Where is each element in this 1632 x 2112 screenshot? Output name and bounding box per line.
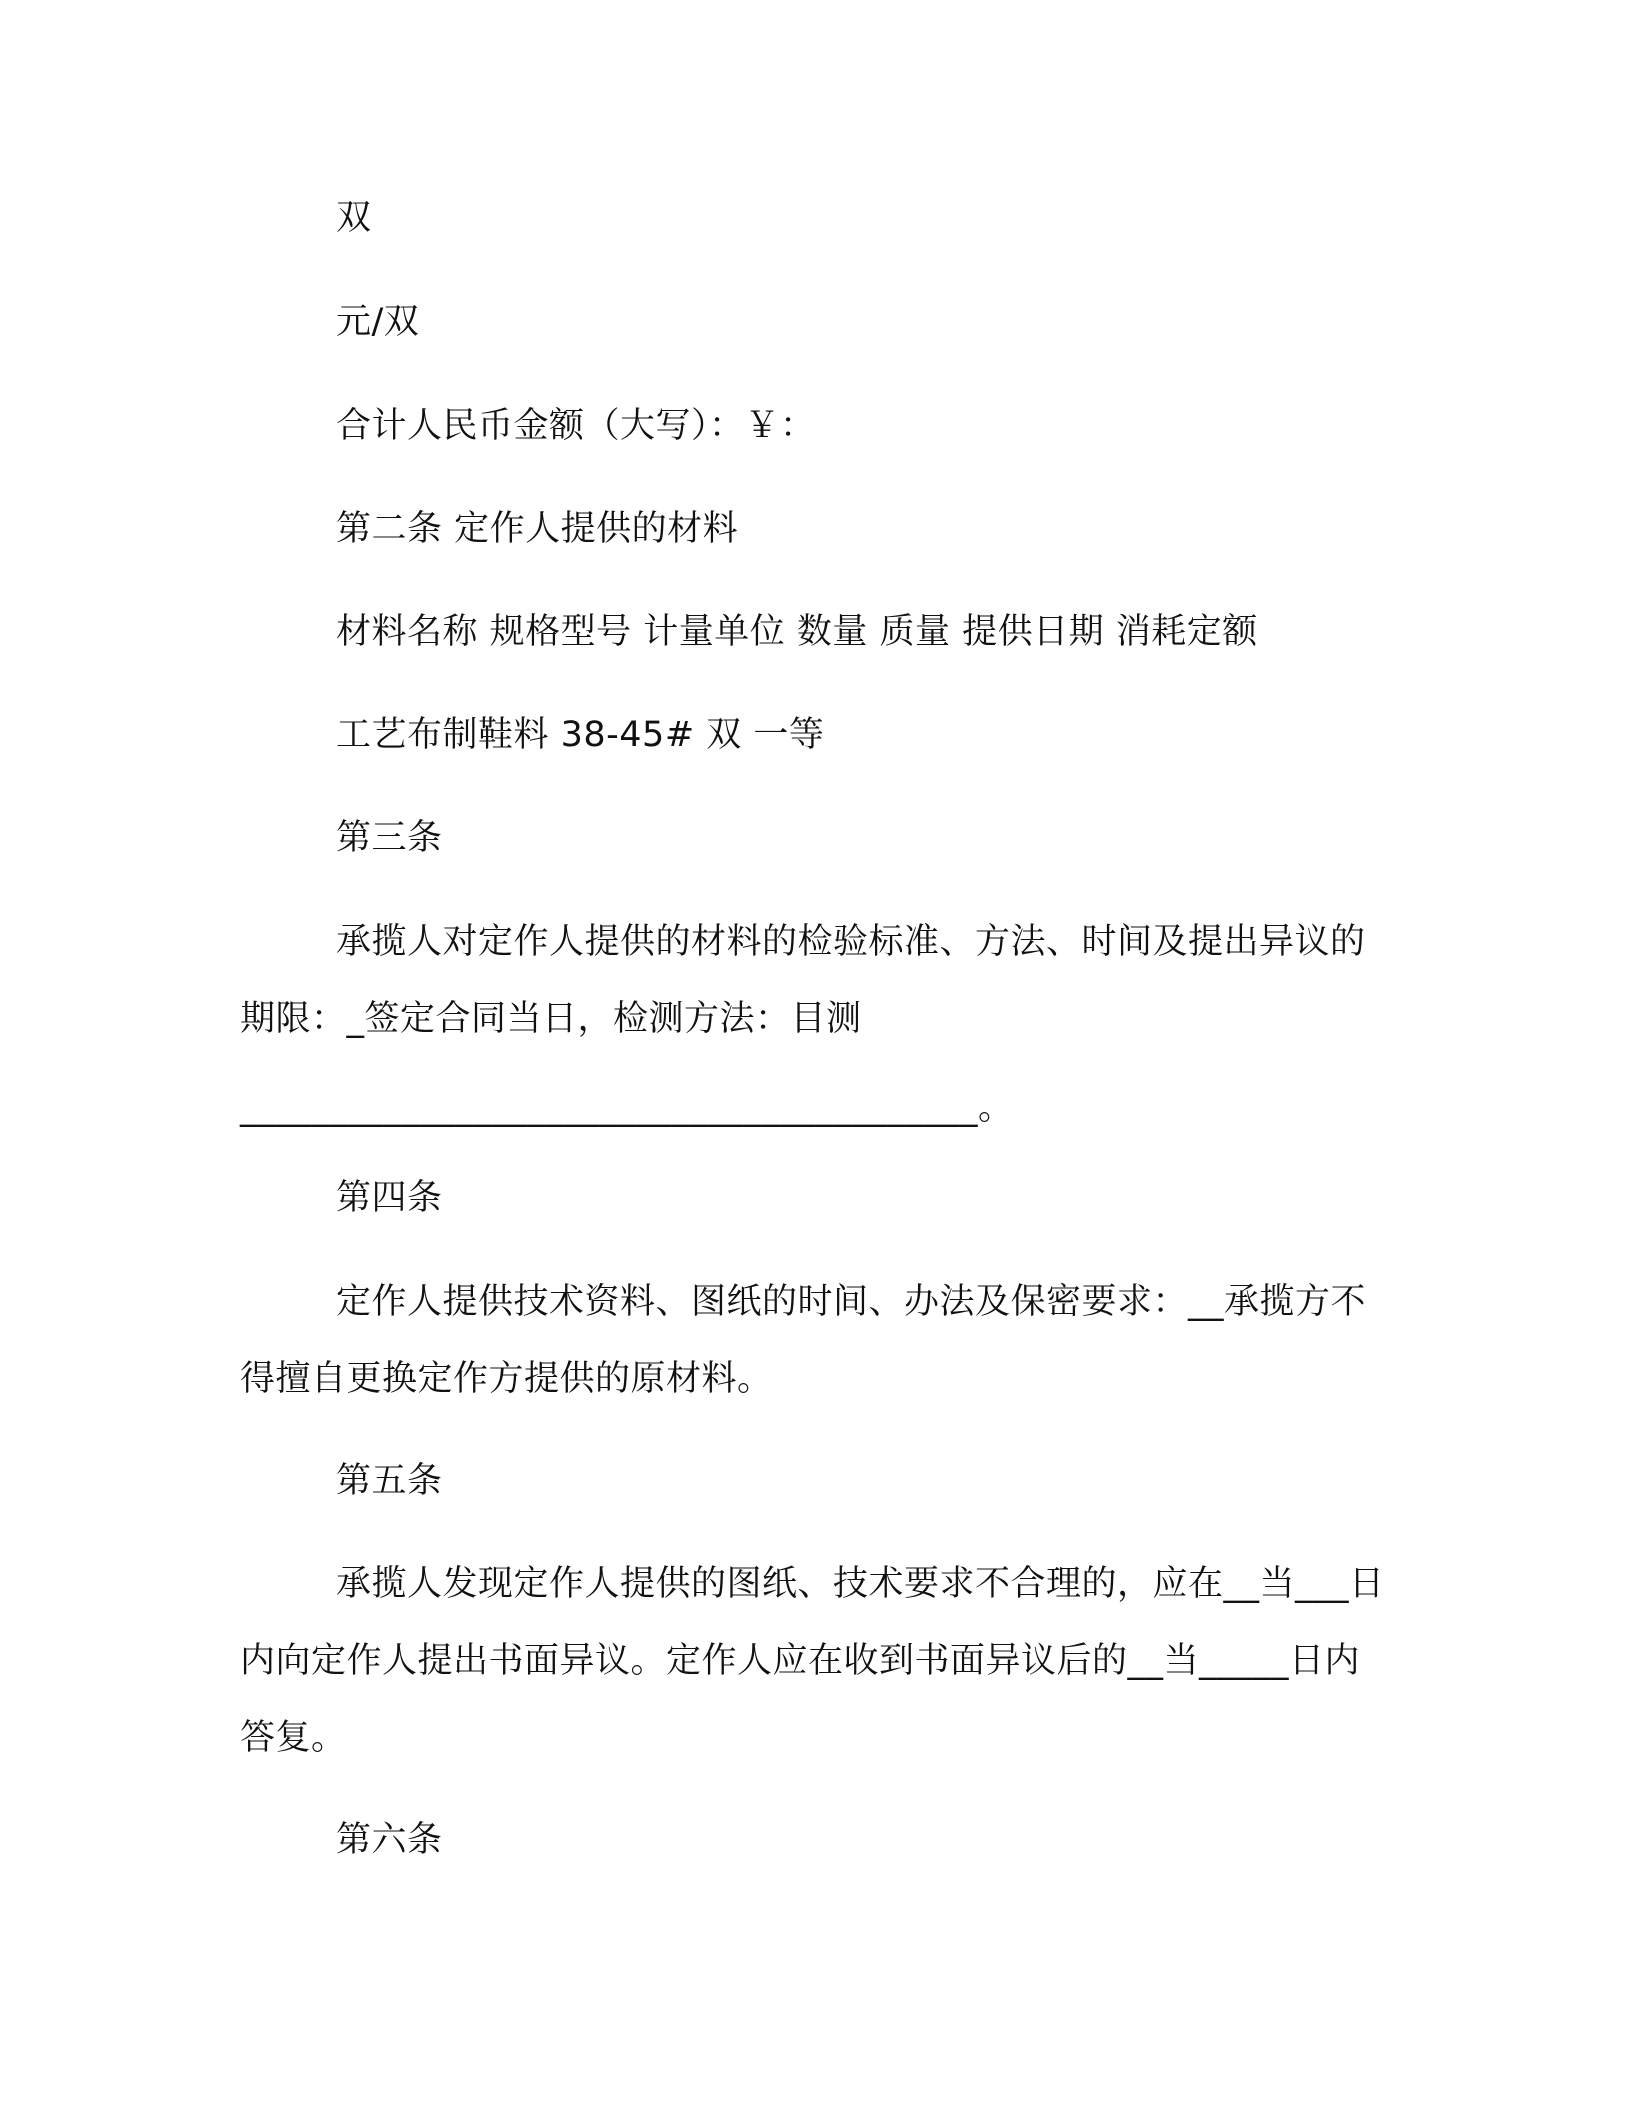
article-6-title: 第六条	[336, 1820, 443, 1860]
article-5-body: 承揽人发现定作人提供的图纸、技术要求不合理的，应在__当___日内向定作人提出书面异议。定作人应在收到书面异议后的__当_____日内答复。	[240, 1564, 1385, 1758]
materials-table-row: 工艺布制鞋料 38-45# 双 一等	[336, 715, 825, 755]
price-unit-line: 元/双	[336, 302, 420, 342]
article-3-title: 第三条	[336, 818, 443, 858]
materials-table-header: 材料名称 规格型号 计量单位 数量 质量 提供日期 消耗定额	[336, 612, 1258, 652]
total-amount-line: 合计人民币金额（大写）：￥：	[336, 406, 816, 446]
article-4-title: 第四条	[336, 1178, 443, 1218]
unit-line: 双	[336, 198, 372, 238]
article-3-blank-line: _________________________________________。	[240, 1088, 1014, 1128]
article-3-body: 承揽人对定作人提供的材料的检验标准、方法、时间及提出异议的期限：_签定合同当日，检测方法：目测	[240, 922, 1366, 1039]
article-2-title: 第二条 定作人提供的材料	[336, 509, 739, 549]
article-4-body: 定作人提供技术资料、图纸的时间、办法及保密要求：__承揽方不得擅自更换定作方提供的原材料。	[240, 1282, 1367, 1399]
article-5-title: 第五条	[336, 1461, 443, 1501]
